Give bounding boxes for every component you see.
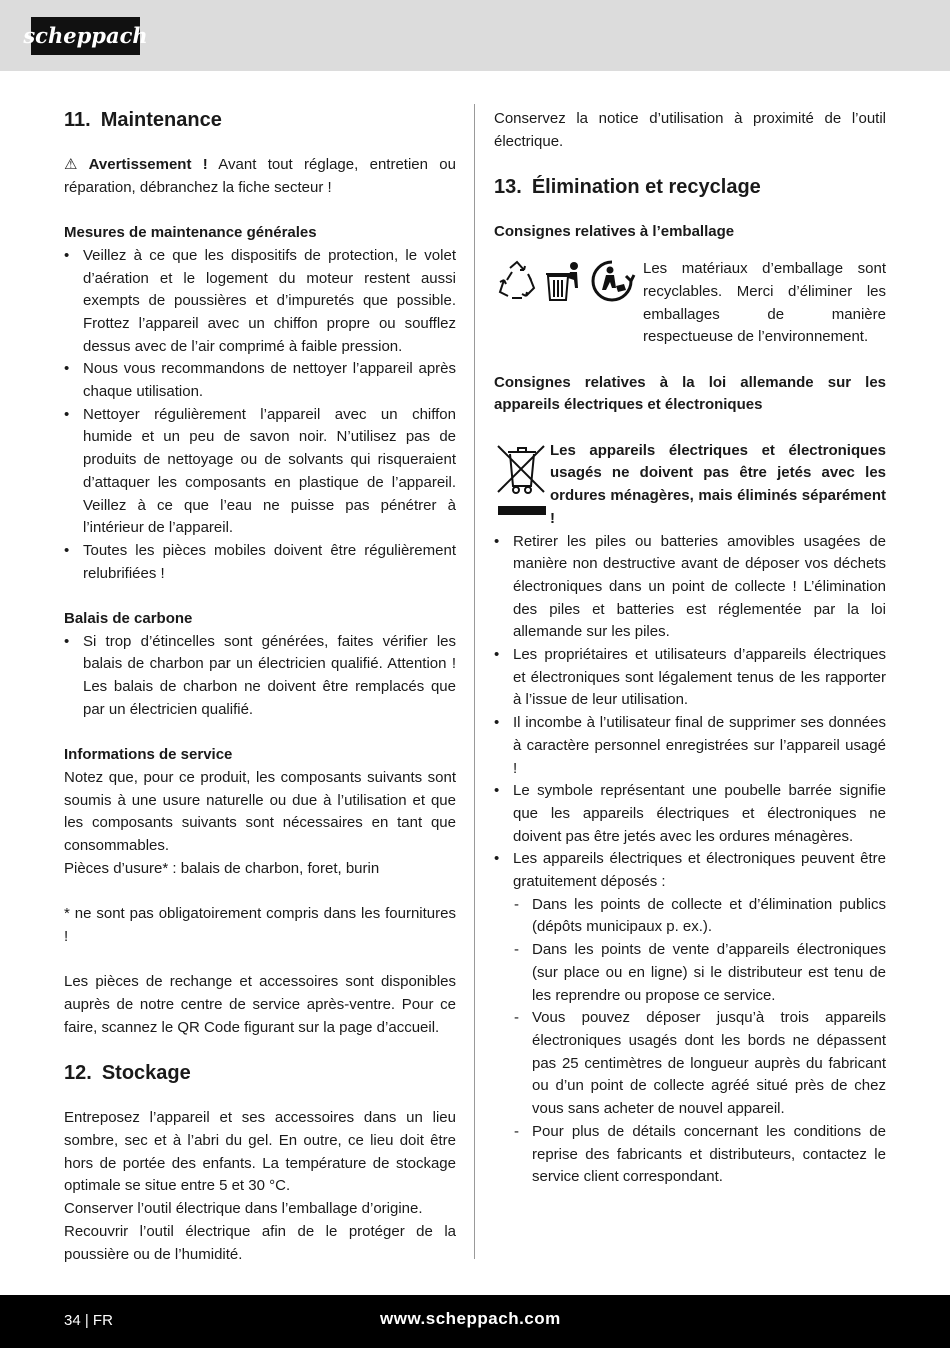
list-item: - Dans les points de vente d’appareils électroniques (sur place ou en ligne) si le distributeur est tenu de les reprendre ou propose ce service. [513, 939, 886, 1007]
list-item: - Pour plus de détails concernant les conditions de reprise des fabricants et distributeurs, contactez le service client correspondant. [513, 1121, 886, 1189]
section-title: Élimination et recyclage [531, 176, 761, 199]
service-info-heading: Informations de service [64, 746, 233, 764]
general-maintenance-heading: Mesures de maintenance générales [64, 224, 317, 242]
weee-law-heading: Consignes relatives à la loi allemande sur les appareils électriques et électroniques [494, 373, 886, 414]
list-item: • Toutes les pièces mobiles doivent être régulièrement relubrifiées ! [64, 540, 456, 585]
weee-list [494, 531, 886, 894]
list-item: • Le symbole représentant une poubelle barrée signifie que les appareils électriques et électroniques ne doivent pas être jetés avec les ordures ménagères. [494, 780, 886, 848]
website-url: www.scheppach.com [380, 1309, 561, 1328]
trash-bin-person-icon [544, 258, 584, 304]
footnote-text: * ne sont pas obligatoirement compris dans les fournitures ! [64, 905, 456, 945]
section-12-heading [64, 1061, 456, 1085]
weee-warning-text: Les appareils électriques et électroniques usagés ne doivent pas être jetés avec les ordures ménagères, mais éliminés séparément ! [550, 441, 886, 527]
storage-text-2: Conserver l’outil électrique dans l’emballage d’origine. [64, 1200, 423, 1218]
list-item: • Si trop d’étincelles sont générées, faites vérifier les balais de charbon par un électricien qualifié. Attention ! Les balais de charbon ne doivent être remplacés que par un électricien qualifié. [64, 631, 456, 722]
page-number: 34 | FR [64, 1312, 113, 1329]
footer-bar [0, 1295, 950, 1348]
section-number: 12. [64, 1062, 92, 1085]
section-title: Stockage [101, 1062, 191, 1085]
carbon-brushes-heading: Balais de carbone [64, 610, 193, 628]
warning-label: Avertissement ! [88, 156, 208, 173]
packaging-icons [494, 258, 643, 304]
spare-parts-text: Les pièces de rechange et accessoires sont disponibles auprès de notre centre de service après-ventre. Pour ce faire, scannez le QR Code figurant sur la page d’accueil. [64, 973, 456, 1036]
section-13-heading [494, 175, 886, 199]
list-item: - Vous pouvez déposer jusqu’à trois appareils électroniques usagés dont les bords ne dépassent pas 25 centimètres de longueur auprès du fabricant ou d’un point de collecte agréé situé près de chez vous sans acheter de nouvel appareil. [513, 1007, 886, 1121]
section-11-heading [64, 108, 456, 132]
section-number: 13. [494, 176, 522, 199]
carbon-brushes-list [64, 631, 456, 722]
section-title: Maintenance [100, 109, 222, 131]
storage-text-3: Recouvrir l’outil électrique afin de le protéger de la poussière ou de l’humidité. [64, 1222, 456, 1263]
list-item: • Les propriétaires et utilisateurs d’appareils électriques et électroniques sont légalement tenus de les rapporter à l’issue de leur utilisation. [494, 644, 886, 712]
brand-logo: scheppach [31, 17, 140, 55]
list-item: • Nous vous recommandons de nettoyer l’appareil après chaque utilisation. [64, 358, 456, 403]
column-divider [474, 104, 475, 1259]
list-item: - Dans les points de collecte et d’élimination publics (dépôts municipaux p. ex.). [513, 894, 886, 939]
packaging-heading: Consignes relatives à l’emballage [494, 223, 735, 241]
right-column [494, 108, 886, 1189]
list-item: • Les appareils électriques et électroniques peuvent être gratuitement déposés : [494, 848, 886, 893]
list-item: • Il incombe à l’utilisateur final de supprimer ses données à caractère personnel enregistrées sur l’appareil usagé ! [494, 712, 886, 780]
header-bar [0, 0, 950, 71]
section-number: 11. [64, 109, 91, 131]
weee-block [494, 440, 886, 531]
crossed-out-bin-icon [494, 440, 550, 516]
storage-text: Entreposez l’appareil et ses accessoires dans un lieu sombre, sec et à l’abri du gel. En outre, ce lieu doit être hors de portée des enfants. La température de stockage optimale se situe entre 5 et 30 °C. [64, 1109, 456, 1195]
left-column [64, 108, 456, 1266]
list-item: • Retirer les piles ou batteries amovibles usagées de manière non destructive avant de déposer vos déchets électroniques dans un point de collecte ! L’élimination des piles et batteries est réglementée par la loi allemande sur les piles. [494, 531, 886, 645]
list-item: • Nettoyer régulièrement l’appareil avec un chiffon humide et un peu de savon noir. N’utilisez pas de produits de nettoyage ou de solvants qui risqueraient d’attaquer les composants en plastique de l’appareil. Veillez à ce que l’eau ne puisse pas pénétrer à l’intérieur de l’appareil. [64, 404, 456, 540]
keep-manual-text: Conservez la notice d’utilisation à proximité de l’outil électrique. [494, 110, 886, 150]
drop-off-list [513, 894, 886, 1189]
warning-triangle-icon: ⚠ [64, 156, 85, 173]
warning-paragraph [64, 154, 456, 199]
recycle-person-icon [588, 258, 636, 304]
service-info-text: Notez que, pour ce produit, les composants suivants sont soumis à une usure naturelle ou due à l’utilisation et que les composants suivants sont nécessaires en tant que consommables. [64, 768, 456, 855]
wear-parts-text: Pièces d’usure* : balais de charbon, foret, burin [64, 859, 380, 877]
packaging-text: Les matériaux d’emballage sont recyclables. Merci d’éliminer les emballages de manière respectueuse de l’environnement. [643, 260, 886, 346]
weee-symbol [494, 440, 550, 524]
packaging-block [494, 258, 886, 349]
list-item: • Veillez à ce que les dispositifs de protection, le volet d’aération et le logement du moteur restent aussi exempts de poussières et d’impuretés que possible. Frottez l’appareil avec un chiffon propre ou soufflez dessus avec de l’air comprimé à faible pression. [64, 245, 456, 359]
general-maintenance-list [64, 245, 456, 586]
recycling-icon [494, 258, 540, 304]
warning-text: Avant tout réglage, entretien ou réparation, débranchez la fiche secteur ! [64, 156, 456, 196]
